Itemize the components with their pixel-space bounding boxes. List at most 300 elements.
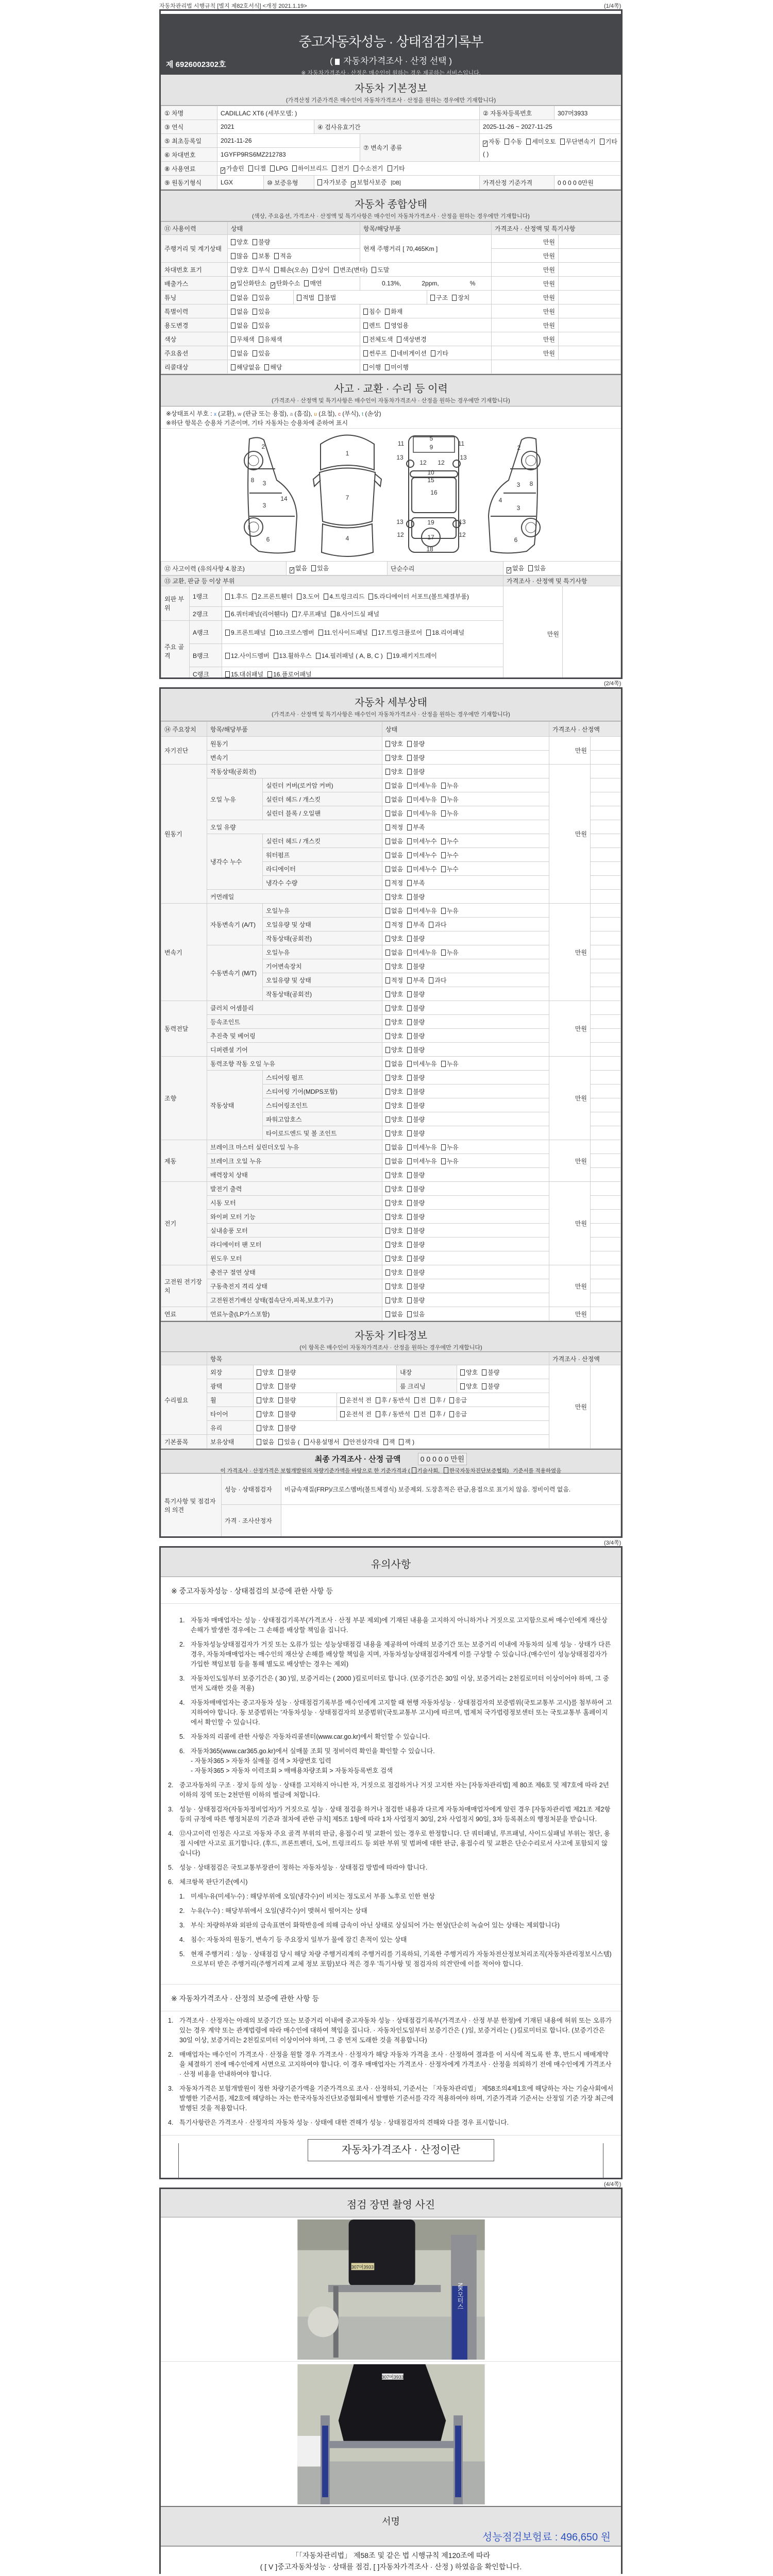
checkbox[interactable]: [270, 630, 275, 636]
check-option[interactable]: [385, 322, 409, 329]
checkbox[interactable]: [385, 1103, 390, 1109]
note-cell[interactable]: [591, 1293, 621, 1307]
check-option[interactable]: [253, 322, 270, 329]
checkbox[interactable]: [385, 1144, 390, 1150]
checkbox[interactable]: [385, 1242, 390, 1248]
checkbox[interactable]: [248, 165, 253, 172]
check-option[interactable]: [253, 266, 270, 274]
checkbox[interactable]: [376, 1397, 380, 1403]
checkbox[interactable]: [317, 179, 322, 185]
checkbox[interactable]: [407, 852, 412, 858]
checkbox[interactable]: [441, 1144, 446, 1150]
check-option[interactable]: [407, 754, 425, 761]
check-option[interactable]: [441, 1060, 459, 1067]
checkbox[interactable]: [505, 139, 509, 145]
checkbox[interactable]: [385, 1019, 390, 1025]
checkbox[interactable]: [372, 267, 376, 273]
checkbox[interactable]: [278, 1369, 283, 1376]
check-option[interactable]: [385, 991, 403, 998]
checkbox[interactable]: [407, 1228, 412, 1234]
check-option[interactable]: [385, 1032, 403, 1040]
check-option[interactable]: [290, 565, 307, 572]
check-option[interactable]: [253, 350, 270, 357]
check-option[interactable]: [407, 893, 425, 901]
checkbox[interactable]: [231, 309, 236, 315]
note-cell[interactable]: [591, 1307, 621, 1321]
checkbox[interactable]: [372, 630, 377, 636]
checkbox[interactable]: [407, 1061, 412, 1067]
checkbox[interactable]: [344, 1439, 348, 1445]
check-option[interactable]: [225, 611, 288, 618]
checkbox[interactable]: [528, 565, 533, 571]
checkbox[interactable]: [385, 866, 390, 872]
check-option[interactable]: [387, 652, 437, 659]
checkbox[interactable]: [407, 894, 412, 900]
check-option[interactable]: [253, 239, 270, 246]
checkbox[interactable]: [385, 838, 390, 844]
check-option[interactable]: [363, 308, 381, 315]
checkbox[interactable]: [363, 309, 368, 315]
check-option[interactable]: [385, 949, 403, 956]
check-option[interactable]: [407, 921, 425, 928]
note-cell[interactable]: [591, 1154, 621, 1168]
checkbox[interactable]: [274, 267, 279, 273]
check-option[interactable]: [449, 1397, 467, 1404]
checkbox[interactable]: [253, 253, 257, 259]
check-option[interactable]: [363, 350, 387, 357]
check-option[interactable]: [426, 629, 464, 636]
checkbox[interactable]: [460, 1369, 465, 1376]
check-option[interactable]: [407, 1241, 425, 1248]
check-option[interactable]: [221, 165, 244, 172]
checkbox[interactable]: [297, 594, 301, 600]
checkbox[interactable]: [444, 1467, 448, 1473]
check-option[interactable]: [407, 1019, 425, 1026]
check-option[interactable]: [332, 165, 349, 172]
check-option[interactable]: [407, 935, 425, 942]
checkbox[interactable]: [257, 1425, 261, 1431]
check-option[interactable]: [376, 1397, 410, 1404]
checkbox[interactable]: [385, 796, 390, 803]
note-cell[interactable]: [591, 848, 621, 862]
checkbox[interactable]: [385, 1089, 390, 1095]
checkbox[interactable]: [312, 267, 317, 273]
check-option[interactable]: [270, 165, 288, 172]
note-cell[interactable]: [591, 1168, 621, 1182]
check-option[interactable]: [507, 565, 524, 572]
checkbox[interactable]: [385, 1116, 390, 1123]
checkbox[interactable]: [407, 1256, 412, 1262]
check-option[interactable]: [278, 1438, 300, 1446]
note-cell[interactable]: [591, 890, 621, 904]
check-option[interactable]: [431, 350, 448, 357]
check-option[interactable]: [385, 935, 403, 942]
checkbox[interactable]: [407, 1019, 412, 1025]
check-option[interactable]: [257, 1369, 274, 1376]
note-cell[interactable]: [591, 1015, 621, 1029]
checkbox[interactable]: [526, 139, 531, 145]
checkbox[interactable]: [385, 1047, 390, 1053]
check-option[interactable]: [441, 782, 459, 789]
checkbox[interactable]: [407, 1047, 412, 1053]
check-option[interactable]: [324, 593, 364, 600]
note-cell[interactable]: [591, 1071, 621, 1084]
checkbox[interactable]: [482, 1383, 486, 1389]
checkbox[interactable]: [407, 1283, 412, 1290]
check-option[interactable]: [271, 280, 300, 287]
checkbox[interactable]: [252, 594, 257, 600]
check-option[interactable]: [482, 1369, 499, 1376]
check-option[interactable]: [429, 921, 446, 928]
check-option[interactable]: [385, 1088, 403, 1095]
checkbox[interactable]: [407, 1075, 412, 1081]
checkbox[interactable]: [363, 350, 368, 357]
check-option[interactable]: [407, 782, 436, 789]
checkbox[interactable]: [363, 364, 368, 370]
checkbox[interactable]: [407, 991, 412, 997]
checkbox[interactable]: [397, 336, 401, 343]
check-option[interactable]: [407, 796, 436, 803]
check-option[interactable]: [331, 611, 379, 618]
check-option[interactable]: [383, 1438, 395, 1446]
check-option[interactable]: [257, 1383, 274, 1390]
check-option[interactable]: [385, 1060, 403, 1067]
check-option[interactable]: [257, 1438, 274, 1446]
check-option[interactable]: [267, 671, 312, 678]
checkbox[interactable]: [225, 653, 230, 659]
check-option[interactable]: [385, 364, 409, 371]
checkbox[interactable]: [414, 1411, 419, 1417]
checkbox[interactable]: [231, 336, 236, 343]
check-option[interactable]: [526, 138, 556, 145]
check-option[interactable]: [372, 629, 422, 636]
check-option[interactable]: [385, 879, 403, 887]
check-option[interactable]: [225, 629, 266, 636]
inspection-photo-1[interactable]: [297, 2219, 485, 2360]
check-option[interactable]: [385, 1019, 403, 1026]
checkbox[interactable]: [385, 810, 390, 817]
check-option[interactable]: [340, 1397, 372, 1404]
checkbox[interactable]: [331, 611, 335, 617]
checkbox[interactable]: [225, 594, 230, 600]
checkbox[interactable]: [334, 267, 339, 273]
checkbox[interactable]: [385, 1283, 390, 1290]
check-option[interactable]: [385, 1144, 403, 1151]
check-option[interactable]: [257, 1425, 274, 1432]
note-cell[interactable]: [591, 1196, 621, 1210]
checkbox[interactable]: [264, 364, 269, 370]
note-cell[interactable]: [591, 1001, 621, 1015]
check-option[interactable]: [441, 810, 459, 817]
checkbox[interactable]: [368, 594, 373, 600]
check-option[interactable]: [344, 1438, 379, 1446]
checkbox[interactable]: [560, 139, 565, 145]
checkbox[interactable]: [407, 1103, 412, 1109]
check-option[interactable]: [391, 350, 427, 357]
checkbox[interactable]: [407, 838, 412, 844]
check-option[interactable]: [253, 252, 270, 260]
check-option[interactable]: [385, 921, 403, 928]
check-option[interactable]: [407, 1046, 425, 1054]
check-option[interactable]: [444, 1468, 509, 1474]
check-option[interactable]: [407, 1185, 425, 1193]
checkbox[interactable]: [385, 741, 390, 747]
check-option[interactable]: [372, 266, 389, 274]
checkbox[interactable]: [253, 267, 257, 273]
check-option[interactable]: [407, 1005, 425, 1012]
note-cell[interactable]: [591, 904, 621, 918]
checkbox[interactable]: [441, 1158, 446, 1164]
checkbox[interactable]: [385, 1256, 390, 1262]
checkbox[interactable]: ✓: [221, 167, 226, 173]
checkbox[interactable]: [407, 1033, 412, 1039]
check-option[interactable]: [407, 1199, 425, 1207]
check-option[interactable]: [452, 293, 469, 302]
checkbox[interactable]: [253, 295, 257, 301]
check-option[interactable]: [231, 336, 255, 343]
checkbox[interactable]: [385, 824, 390, 831]
check-option[interactable]: [340, 1411, 372, 1418]
checkbox[interactable]: [441, 838, 446, 844]
check-option[interactable]: [407, 1074, 425, 1081]
note-cell[interactable]: [591, 1098, 621, 1112]
checkbox[interactable]: [253, 239, 257, 245]
check-option[interactable]: [429, 977, 446, 984]
check-option[interactable]: [385, 866, 403, 873]
check-option[interactable]: [231, 266, 248, 274]
check-option[interactable]: [385, 838, 403, 845]
check-option[interactable]: [407, 1213, 425, 1221]
check-option[interactable]: [231, 280, 266, 287]
checkbox[interactable]: [407, 866, 412, 872]
checkbox[interactable]: [407, 1269, 412, 1276]
check-option[interactable]: [385, 977, 403, 984]
check-option[interactable]: [385, 824, 403, 831]
check-option[interactable]: [385, 754, 403, 761]
checkbox[interactable]: ✓: [290, 567, 295, 573]
note-cell[interactable]: [559, 249, 621, 263]
check-option[interactable]: [385, 796, 403, 803]
check-option[interactable]: [368, 593, 469, 600]
check-option[interactable]: [259, 336, 282, 343]
checkbox[interactable]: [407, 1116, 412, 1123]
check-option[interactable]: [407, 1172, 425, 1179]
checkbox[interactable]: [278, 1411, 283, 1417]
note-cell[interactable]: [559, 346, 621, 360]
check-option[interactable]: [385, 1074, 403, 1081]
check-option[interactable]: [407, 866, 436, 873]
note-cell[interactable]: [559, 277, 621, 291]
checkbox[interactable]: ✓: [483, 140, 488, 146]
check-option[interactable]: [528, 565, 546, 572]
check-option[interactable]: [363, 322, 381, 329]
note-cell[interactable]: [591, 1029, 621, 1043]
checkbox[interactable]: [429, 922, 433, 928]
check-option[interactable]: [397, 336, 426, 343]
note-cell[interactable]: [591, 959, 621, 973]
checkbox[interactable]: [318, 295, 323, 301]
note-cell[interactable]: [591, 1365, 621, 1449]
check-option[interactable]: [407, 1283, 425, 1290]
check-option[interactable]: [407, 1269, 425, 1276]
check-option[interactable]: [311, 565, 329, 572]
checkbox[interactable]: [385, 1158, 390, 1164]
note-cell[interactable]: [591, 918, 621, 931]
checkbox[interactable]: [426, 630, 431, 636]
checkbox[interactable]: [231, 364, 236, 370]
checkbox[interactable]: [385, 880, 390, 886]
checkbox[interactable]: [253, 323, 257, 329]
checkbox[interactable]: [431, 350, 435, 357]
check-option[interactable]: [505, 138, 522, 145]
checkbox[interactable]: [385, 950, 390, 956]
check-option[interactable]: [292, 611, 327, 618]
note-cell[interactable]: [559, 318, 621, 332]
checkbox[interactable]: [430, 1411, 435, 1417]
note-cell[interactable]: [591, 806, 621, 820]
check-option[interactable]: [351, 179, 386, 186]
check-option[interactable]: [385, 1311, 403, 1318]
check-option[interactable]: [385, 852, 403, 859]
checkbox[interactable]: [385, 977, 390, 984]
checkbox[interactable]: [482, 1369, 486, 1376]
checkbox[interactable]: [274, 253, 279, 259]
checkbox[interactable]: [407, 755, 412, 761]
check-option[interactable]: [407, 1158, 436, 1165]
checkbox[interactable]: [407, 950, 412, 956]
check-option[interactable]: [257, 1397, 274, 1404]
note-cell[interactable]: [591, 765, 621, 778]
check-option[interactable]: [407, 1227, 425, 1234]
checkbox[interactable]: [407, 1297, 412, 1303]
check-option[interactable]: [441, 1158, 459, 1165]
checkbox[interactable]: [441, 950, 446, 956]
check-option[interactable]: [231, 252, 248, 260]
check-option[interactable]: [407, 977, 425, 984]
checkbox[interactable]: [304, 280, 309, 286]
checkbox[interactable]: [385, 1214, 390, 1220]
note-cell[interactable]: [591, 945, 621, 959]
note-cell[interactable]: [591, 1182, 621, 1196]
check-option[interactable]: [252, 593, 293, 600]
checkbox[interactable]: [441, 866, 446, 872]
check-option[interactable]: [449, 1411, 467, 1418]
check-option[interactable]: [412, 1468, 440, 1474]
check-option[interactable]: [441, 866, 459, 873]
note-cell[interactable]: [591, 1043, 621, 1057]
check-option[interactable]: [483, 138, 500, 145]
checkbox[interactable]: [253, 350, 257, 357]
check-option[interactable]: [441, 1144, 459, 1151]
checkbox[interactable]: [441, 783, 446, 789]
check-option[interactable]: [316, 652, 383, 659]
checkbox[interactable]: [278, 1383, 283, 1389]
checkbox[interactable]: [385, 1005, 390, 1011]
check-option[interactable]: [399, 1438, 414, 1446]
checkbox[interactable]: [449, 1411, 454, 1417]
check-option[interactable]: [407, 1311, 425, 1318]
checkbox[interactable]: [388, 165, 392, 172]
note-cell[interactable]: [559, 291, 621, 304]
checkbox[interactable]: [270, 165, 275, 172]
check-option[interactable]: [407, 1102, 425, 1109]
check-option[interactable]: [385, 1172, 403, 1179]
check-option[interactable]: [430, 293, 448, 302]
checkbox[interactable]: [385, 783, 390, 789]
check-option[interactable]: [407, 1088, 425, 1095]
checkbox[interactable]: [407, 908, 412, 914]
checkbox[interactable]: [225, 611, 230, 617]
check-option[interactable]: [318, 293, 336, 302]
note-cell[interactable]: [559, 263, 621, 277]
checkbox[interactable]: [274, 653, 278, 659]
note-cell[interactable]: [591, 792, 621, 806]
note-cell[interactable]: [591, 1238, 621, 1251]
checkbox[interactable]: [407, 922, 412, 928]
checkbox[interactable]: [441, 852, 446, 858]
checkbox[interactable]: [335, 59, 340, 65]
checkbox[interactable]: [407, 1144, 412, 1150]
checkbox[interactable]: ✓: [231, 282, 236, 288]
check-option[interactable]: [231, 350, 248, 357]
checkbox[interactable]: [278, 1439, 283, 1445]
note-cell[interactable]: [591, 1251, 621, 1265]
checkbox[interactable]: [292, 611, 297, 617]
checkbox[interactable]: [407, 810, 412, 817]
checkbox[interactable]: [385, 1033, 390, 1039]
check-option[interactable]: [407, 1116, 425, 1123]
checkbox[interactable]: [363, 336, 368, 343]
checkbox[interactable]: [385, 323, 390, 329]
check-option[interactable]: [407, 907, 436, 914]
checkbox[interactable]: [257, 1439, 261, 1445]
check-option[interactable]: [385, 893, 403, 901]
note-cell[interactable]: [591, 987, 621, 1001]
checkbox[interactable]: [385, 1061, 390, 1067]
checkbox[interactable]: [387, 653, 392, 659]
note-cell[interactable]: [559, 304, 621, 318]
check-option[interactable]: [407, 1060, 436, 1067]
checkbox[interactable]: [231, 350, 236, 357]
check-option[interactable]: [560, 138, 596, 145]
check-option[interactable]: [385, 740, 403, 748]
checkbox[interactable]: [376, 1411, 380, 1417]
check-option[interactable]: [407, 824, 425, 831]
check-option[interactable]: [430, 1397, 445, 1404]
check-option[interactable]: [407, 1130, 425, 1137]
checkbox[interactable]: [363, 323, 368, 329]
checkbox[interactable]: [225, 630, 230, 636]
checkbox[interactable]: [430, 1397, 435, 1403]
checkbox[interactable]: [332, 165, 337, 172]
checkbox[interactable]: [385, 1172, 390, 1178]
checkbox[interactable]: [391, 350, 396, 357]
check-option[interactable]: [385, 308, 402, 315]
checkbox[interactable]: [407, 783, 412, 789]
check-option[interactable]: [482, 1383, 499, 1390]
checkbox[interactable]: [407, 936, 412, 942]
checkbox[interactable]: [385, 1130, 390, 1137]
check-option[interactable]: [407, 740, 425, 748]
checkbox[interactable]: [407, 1200, 412, 1206]
note-cell[interactable]: [591, 820, 621, 834]
check-option[interactable]: [441, 796, 459, 803]
check-option[interactable]: [297, 293, 314, 302]
check-option[interactable]: [385, 768, 403, 775]
checkbox[interactable]: [407, 963, 412, 970]
check-option[interactable]: [304, 1438, 340, 1446]
check-option[interactable]: [225, 671, 263, 678]
